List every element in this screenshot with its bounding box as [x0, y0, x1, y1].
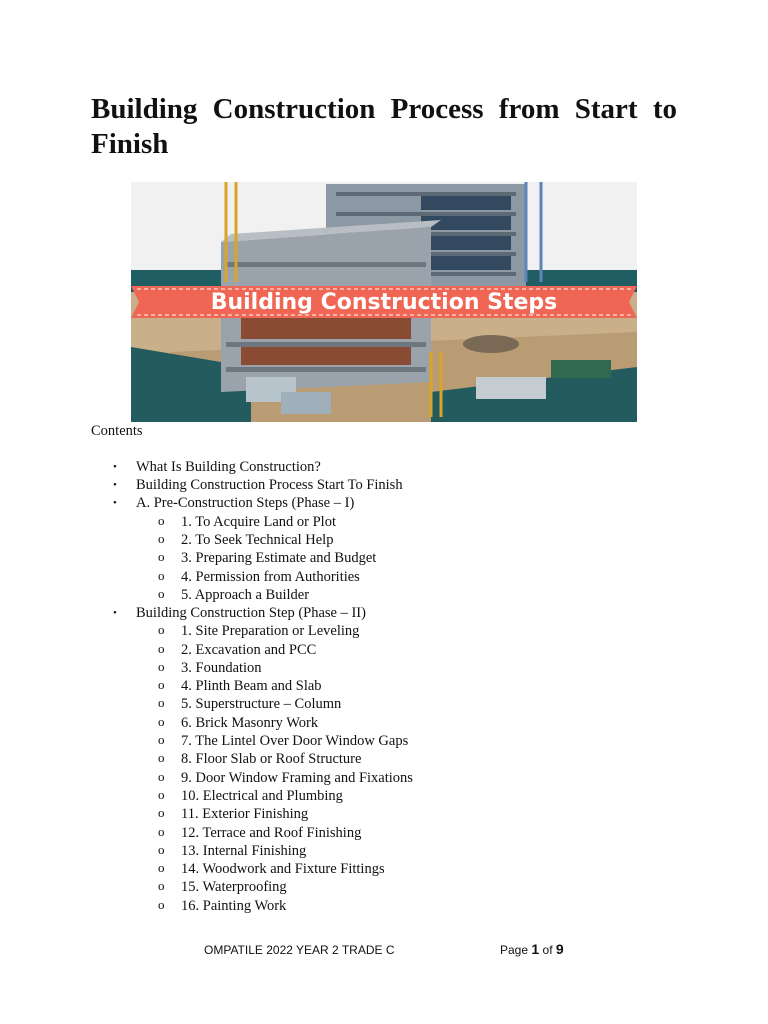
toc-item-label: A. Pre-Construction Steps (Phase – I) [136, 495, 355, 512]
toc-item[interactable] [91, 458, 413, 476]
toc-subitem-label: 3. Preparing Estimate and Budget [181, 550, 377, 567]
sub-bullet-icon: o [158, 896, 165, 912]
toc-subitem[interactable] [91, 787, 413, 805]
toc-subitem-label: 5. Approach a Builder [181, 586, 310, 603]
page-prefix: Page [500, 943, 529, 957]
page-total: 9 [555, 941, 564, 957]
toc-subitem[interactable] [91, 805, 413, 823]
sub-bullet-icon: o [158, 860, 165, 876]
toc-item-label: What Is Building Construction? [136, 459, 321, 475]
sub-bullet-icon: o [158, 567, 165, 583]
sub-bullet-icon: o [158, 768, 165, 784]
bullet-icon: • [113, 479, 117, 492]
toc-subitem-label: 6. Brick Masonry Work [181, 714, 319, 731]
toc-subitem[interactable] [91, 695, 413, 713]
toc-item[interactable] [91, 494, 413, 604]
toc-subitem-label: 4. Plinth Beam and Slab [181, 678, 322, 695]
toc-subitem[interactable] [91, 586, 413, 604]
sub-bullet-icon: o [158, 530, 165, 546]
hero-image [131, 182, 637, 422]
hero-banner-text: Building Construction Steps [210, 290, 558, 315]
sub-bullet-icon: o [158, 786, 165, 802]
toc-subitem[interactable] [91, 769, 413, 787]
toc-subitem[interactable] [91, 549, 413, 567]
toc-subitem-label: 16. Painting Work [181, 897, 287, 914]
toc-subitem-label: 4. Permission from Authorities [181, 568, 360, 585]
toc-subitem[interactable] [91, 860, 413, 878]
toc-subitem-label: 3. Foundation [181, 659, 262, 676]
toc-subitem-label: 9. Door Window Framing and Fixations [181, 769, 413, 786]
toc-subitem[interactable] [91, 531, 413, 549]
toc-subitem-label: 15. Waterproofing [181, 879, 287, 896]
toc-subitem-label: 1. To Acquire Land or Plot [181, 513, 336, 530]
bullet-icon: • [113, 607, 117, 620]
toc-sublist [136, 513, 413, 604]
toc-item[interactable] [91, 476, 413, 494]
toc-subitem-label: 8. Floor Slab or Roof Structure [181, 751, 362, 768]
bullet-icon: • [113, 461, 117, 473]
toc-subitem[interactable] [91, 714, 413, 732]
toc-subitem-label: 10. Electrical and Plumbing [181, 787, 343, 804]
toc-subitem[interactable] [91, 513, 413, 531]
sub-bullet-icon: o [158, 732, 165, 748]
toc-subitem[interactable] [91, 622, 413, 640]
footer-author: OMPATILE 2022 YEAR 2 TRADE C [204, 943, 395, 957]
toc-subitem-label: 2. Excavation and PCC [181, 641, 317, 658]
toc-item[interactable] [91, 604, 413, 915]
toc-subitem-label: 14. Woodwork and Fixture Fittings [181, 861, 385, 878]
sub-bullet-icon: o [158, 750, 165, 766]
toc-subitem[interactable] [91, 641, 413, 659]
contents-label: Contents [91, 423, 143, 439]
page-of: of [542, 943, 553, 957]
toc-subitem-label: 11. Exterior Finishing [181, 806, 309, 823]
toc-subitem[interactable] [91, 824, 413, 842]
bullet-icon: • [113, 497, 117, 510]
sub-bullet-icon: o [158, 841, 165, 857]
toc-subitem[interactable] [91, 842, 413, 860]
sub-bullet-icon: o [158, 549, 165, 565]
toc-subitem-label: 13. Internal Finishing [181, 842, 307, 859]
sub-bullet-icon: o [158, 512, 165, 528]
page-title: Building Construction Process from Start to Finish [91, 93, 677, 160]
toc-subitem[interactable] [91, 897, 413, 915]
toc-subitem-label: 12. Terrace and Roof Finishing [181, 824, 362, 841]
toc-item-label: Building Construction Step (Phase – II) [136, 605, 366, 622]
sub-bullet-icon: o [158, 585, 165, 601]
table-of-contents [91, 458, 413, 915]
footer-page-number [500, 941, 564, 957]
sub-bullet-icon: o [158, 823, 165, 839]
toc-subitem[interactable] [91, 732, 413, 750]
toc-subitem-label: 1. Site Preparation or Leveling [181, 623, 360, 640]
sub-bullet-icon: o [158, 695, 165, 711]
toc-subitem[interactable] [91, 878, 413, 896]
sub-bullet-icon: o [158, 622, 165, 638]
sub-bullet-icon: o [158, 658, 165, 674]
page-current: 1 [531, 941, 540, 957]
toc-subitem[interactable] [91, 659, 413, 677]
toc-item-label: Building Construction Process Start To Finish [136, 477, 403, 494]
toc-subitem[interactable] [91, 750, 413, 768]
sub-bullet-icon: o [158, 713, 165, 729]
toc-subitem[interactable] [91, 568, 413, 586]
toc-subitem[interactable] [91, 677, 413, 695]
sub-bullet-icon: o [158, 677, 165, 693]
sub-bullet-icon: o [158, 640, 165, 656]
toc-subitem-label: 7. The Lintel Over Door Window Gaps [181, 733, 409, 750]
toc-subitem-label: 5. Superstructure – Column [181, 696, 342, 713]
sub-bullet-icon: o [158, 805, 165, 821]
toc-sublist [136, 622, 413, 915]
sub-bullet-icon: o [158, 878, 165, 894]
toc-subitem-label: 2. To Seek Technical Help [181, 531, 334, 548]
